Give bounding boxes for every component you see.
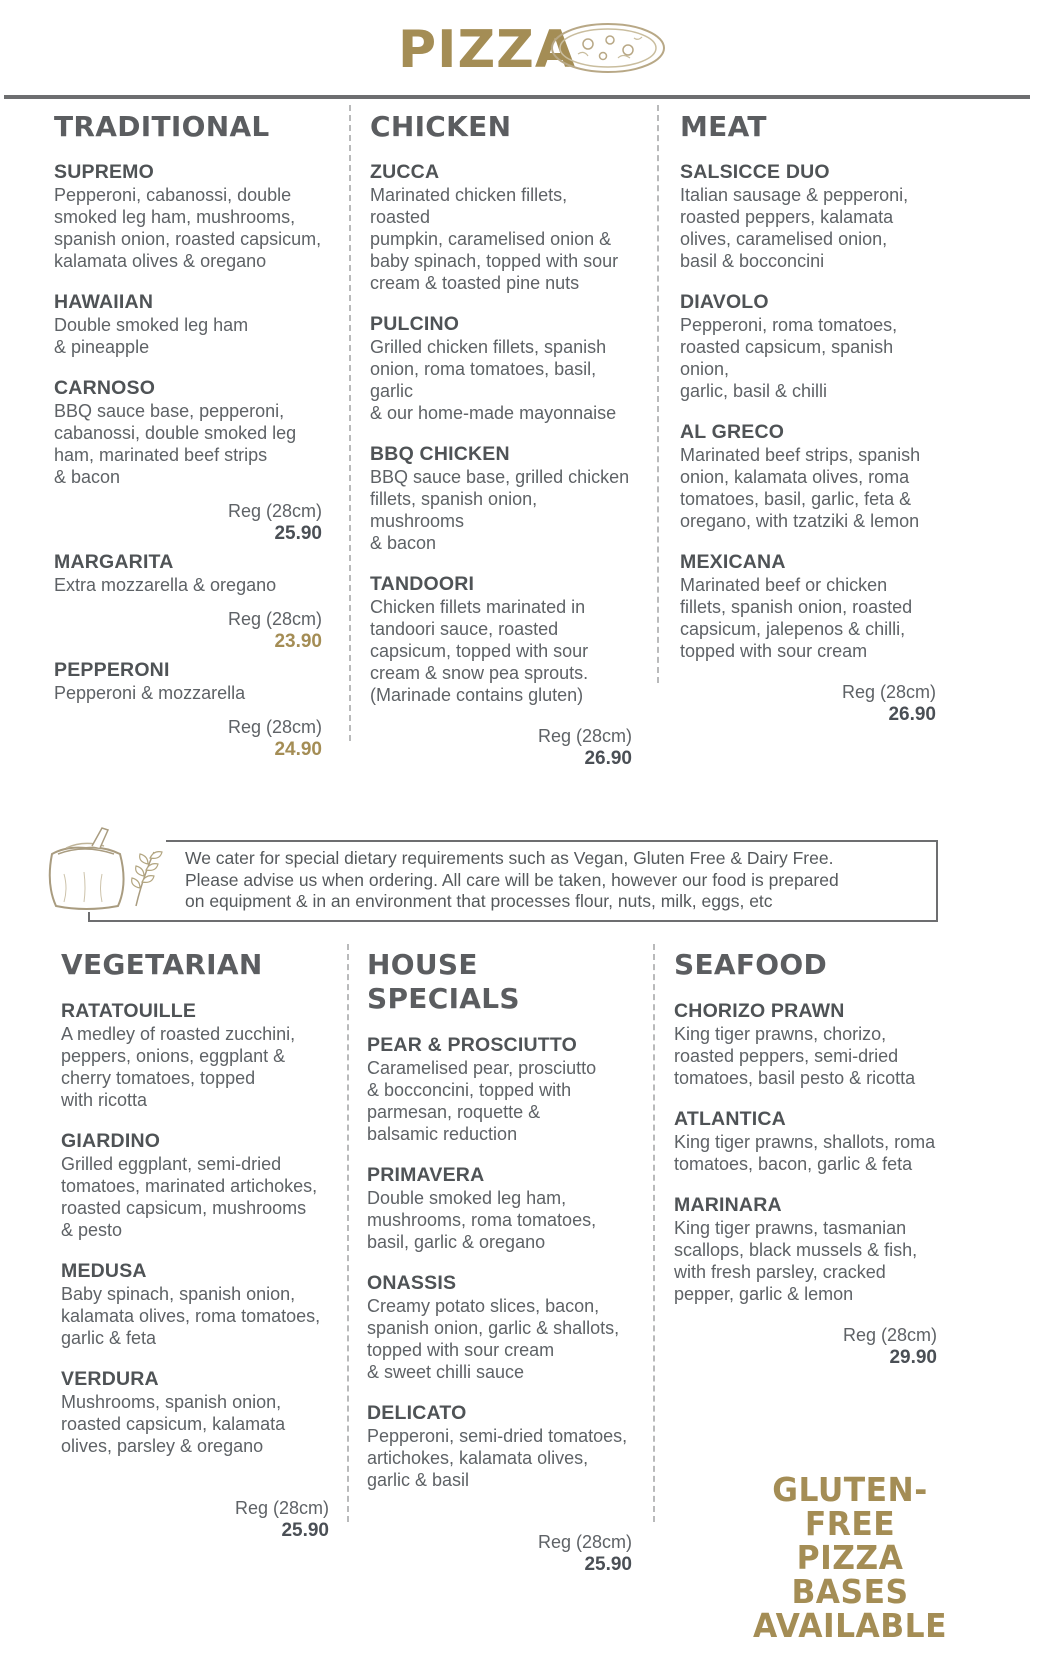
menu-item: [367, 1402, 632, 1491]
item-desc: Pepperoni, cabanossi, double: [54, 185, 292, 205]
menu-item: [674, 1000, 937, 1089]
price-size-label: Reg (28cm): [227, 717, 322, 737]
column-divider: [349, 105, 351, 741]
menu-item: [61, 1000, 329, 1111]
column-divider: [657, 105, 659, 683]
item-desc: cream & snow pea sprouts.: [370, 663, 589, 683]
item-desc: cherry tomatoes, topped: [61, 1068, 256, 1088]
item-name: CHORIZO PRAWN: [674, 1000, 845, 1022]
price-block: [674, 1324, 937, 1369]
menu-item: [680, 551, 936, 662]
price-size-label: Reg (28cm): [537, 1532, 632, 1552]
column-divider: [653, 944, 655, 1522]
item-desc: oregano, with tzatziki & lemon: [680, 511, 920, 531]
menu-item: [370, 573, 632, 706]
item-name: PULCINO: [370, 313, 460, 335]
section-heading: VEGETARIAN: [61, 948, 263, 981]
item-desc: Double smoked leg ham,: [367, 1188, 567, 1208]
item-name: MEDUSA: [61, 1260, 147, 1282]
item-desc: parmesan, roquette &: [367, 1102, 541, 1122]
item-desc: Creamy potato slices, bacon,: [367, 1296, 600, 1316]
menu-item: [674, 1108, 937, 1175]
price-value: 23.90: [274, 631, 322, 652]
price-size-label: Reg (28cm): [227, 501, 322, 521]
menu-item: [674, 1194, 937, 1305]
menu-item: [367, 1164, 632, 1253]
item-desc: Pepperoni & mozzarella: [54, 683, 246, 703]
price-size-label: Reg (28cm): [842, 1325, 937, 1345]
item-desc: kalamata olives & oregano: [54, 251, 267, 271]
item-desc: Chicken fillets marinated in: [370, 597, 586, 617]
price-value: 26.90: [888, 704, 936, 725]
item-desc: & bacon: [54, 467, 121, 487]
item-desc: cream & toasted pine nuts: [370, 273, 580, 293]
menu-item: [370, 161, 632, 294]
notice-line: Please advise us when ordering. All care will be taken, however our food is prepared: [185, 869, 839, 890]
item-desc: olives, parsley & oregano: [61, 1436, 264, 1456]
item-name: MEXICANA: [680, 551, 786, 573]
price-value: 24.90: [274, 739, 322, 760]
dietary-notice-text: [185, 848, 925, 913]
item-desc: capsicum, topped with sour: [370, 641, 589, 661]
item-desc: Double smoked leg ham: [54, 315, 249, 335]
item-desc: cabanossi, double smoked leg: [54, 423, 297, 443]
menu-item: [367, 1272, 632, 1383]
item-desc: kalamata olives, roma tomatoes,: [61, 1306, 321, 1326]
price-value: 25.90: [281, 1520, 329, 1541]
section-traditional: [54, 110, 322, 761]
item-desc: Marinated beef strips, spanish: [680, 445, 921, 465]
section-chicken: [370, 110, 632, 770]
item-desc: A medley of roasted zucchini,: [61, 1024, 296, 1044]
menu-item: [367, 1034, 632, 1145]
price-block: [54, 716, 322, 761]
item-name: DIAVOLO: [680, 291, 769, 313]
item-name: ZUCCA: [370, 161, 440, 183]
item-name: BBQ CHICKEN: [370, 443, 510, 465]
item-name: ONASSIS: [367, 1272, 457, 1294]
item-desc: spanish onion, roasted capsicum,: [54, 229, 322, 249]
gluten-free-line: PIZZA BASES: [791, 1538, 909, 1611]
notice-line: We cater for special dietary requirements such as Vegan, Gluten Free & Dairy Free.: [185, 848, 834, 868]
gluten-free-banner: [741, 1470, 960, 1645]
item-name: ATLANTICA: [674, 1108, 786, 1130]
item-desc: BBQ sauce base, grilled chicken: [370, 467, 630, 487]
price-block: [61, 1497, 329, 1542]
menu-item: [370, 443, 632, 554]
price-size-label: Reg (28cm): [841, 682, 936, 702]
menu-item: [54, 377, 322, 488]
item-desc: garlic & feta: [61, 1328, 157, 1348]
item-name: CARNOSO: [54, 377, 156, 399]
price-size-label: Reg (28cm): [227, 609, 322, 629]
section-heading: CHICKEN: [370, 110, 512, 143]
item-desc: peppers, onions, eggplant &: [61, 1046, 286, 1066]
menu-item: [680, 421, 936, 532]
item-desc: garlic, basil & chilli: [680, 381, 828, 401]
section-heading: SEAFOOD: [674, 948, 828, 981]
section-meat: [680, 110, 936, 726]
item-desc: Mushrooms, spanish onion,: [61, 1392, 282, 1412]
item-desc: Pepperoni, roma tomatoes,: [680, 315, 898, 335]
item-desc: tomatoes, marinated artichokes,: [61, 1176, 318, 1196]
item-desc: King tiger prawns, chorizo,: [674, 1024, 887, 1044]
item-name: PEAR & PROSCIUTTO: [367, 1034, 577, 1056]
item-name: RATATOUILLE: [61, 1000, 197, 1022]
gluten-free-line: AVAILABLE: [752, 1606, 948, 1645]
item-desc: fillets, spanish onion, roasted: [680, 597, 913, 617]
header-divider: [4, 95, 1030, 99]
gluten-free-line: GLUTEN-FREE: [772, 1470, 928, 1543]
item-desc: smoked leg ham, mushrooms,: [54, 207, 296, 227]
section-vegetarian: [61, 948, 329, 1542]
item-desc: basil, garlic & oregano: [367, 1232, 546, 1252]
menu-item: [370, 313, 632, 424]
item-desc: & bacon: [370, 533, 437, 553]
menu-item: [54, 659, 322, 704]
section-heading: MEAT: [680, 110, 767, 143]
price-block: [54, 608, 322, 653]
item-desc: Pepperoni, semi-dried tomatoes,: [367, 1426, 628, 1446]
item-desc: & pineapple: [54, 337, 150, 357]
section-seafood: [674, 948, 937, 1369]
item-desc: King tiger prawns, shallots, roma: [674, 1132, 936, 1152]
flour-sack-icon: [44, 824, 166, 912]
item-desc: artichokes, kalamata olives,: [367, 1448, 589, 1468]
item-desc: with ricotta: [61, 1090, 148, 1110]
item-desc: roasted peppers, semi-dried: [674, 1046, 899, 1066]
item-desc: tomatoes, bacon, garlic & feta: [674, 1154, 913, 1174]
item-desc: topped with sour cream: [680, 641, 868, 661]
item-name: HAWAIIAN: [54, 291, 154, 313]
item-desc: onion, roma tomatoes, basil, garlic: [370, 359, 597, 401]
notice-line: on equipment & in an environment that processes flour, nuts, milk, eggs, etc: [185, 891, 773, 911]
price-block: [54, 500, 322, 545]
item-name: PEPPERONI: [54, 659, 170, 681]
item-name: PRIMAVERA: [367, 1164, 485, 1186]
item-desc: Grilled chicken fillets, spanish: [370, 337, 607, 357]
item-desc: BBQ sauce base, pepperoni,: [54, 401, 285, 421]
item-desc: garlic & basil: [367, 1470, 470, 1490]
item-desc: capsicum, jalepenos & chilli,: [680, 619, 906, 639]
section-house-specials: [367, 948, 632, 1576]
item-desc: (Marinade contains gluten): [370, 685, 584, 705]
price-value: 29.90: [889, 1347, 937, 1368]
menu-item: [54, 551, 322, 596]
item-desc: pepper, garlic & lemon: [674, 1284, 854, 1304]
item-name: SALSICCE DUO: [680, 161, 830, 183]
item-desc: with fresh parsley, cracked: [674, 1262, 886, 1282]
item-desc: spanish onion, garlic & shallots,: [367, 1318, 620, 1338]
item-name: DELICATO: [367, 1402, 467, 1424]
item-desc: basil & bocconcini: [680, 251, 825, 271]
item-desc: roasted capsicum, kalamata: [61, 1414, 286, 1434]
item-name: MARGARITA: [54, 551, 174, 573]
item-name: GIARDINO: [61, 1130, 161, 1152]
item-desc: Grilled eggplant, semi-dried: [61, 1154, 282, 1174]
dietary-notice: [88, 840, 938, 922]
item-desc: baby spinach, topped with sour: [370, 251, 619, 271]
price-size-label: Reg (28cm): [537, 726, 632, 746]
item-desc: Caramelised pear, prosciutto: [367, 1058, 597, 1078]
item-name: VERDURA: [61, 1368, 159, 1390]
section-heading: HOUSE SPECIALS: [367, 948, 520, 1015]
menu-item: [54, 161, 322, 272]
item-desc: & bocconcini, topped with: [367, 1080, 572, 1100]
page-title: PIZZA: [398, 20, 577, 80]
price-value: 25.90: [584, 1554, 632, 1575]
item-desc: Italian sausage & pepperoni,: [680, 185, 909, 205]
menu-item: [680, 291, 936, 402]
item-desc: tomatoes, basil, garlic, feta &: [680, 489, 912, 509]
item-name: TANDOORI: [370, 573, 475, 595]
price-value: 25.90: [274, 523, 322, 544]
column-divider: [347, 944, 349, 1522]
page-header: [0, 18, 1050, 78]
item-name: SUPREMO: [54, 161, 154, 183]
item-name: MARINARA: [674, 1194, 782, 1216]
item-desc: Marinated beef or chicken: [680, 575, 888, 595]
item-desc: pumpkin, caramelised onion &: [370, 229, 612, 249]
item-desc: topped with sour cream: [367, 1340, 555, 1360]
item-desc: roasted capsicum, mushrooms: [61, 1198, 307, 1218]
price-value: 26.90: [584, 748, 632, 769]
section-heading: TRADITIONAL: [54, 110, 270, 143]
price-block: [680, 681, 936, 726]
item-desc: Marinated chicken fillets, roasted: [370, 185, 568, 227]
item-desc: & pesto: [61, 1220, 123, 1240]
item-desc: balsamic reduction: [367, 1124, 518, 1144]
menu-item: [680, 161, 936, 272]
item-desc: & our home-made mayonnaise: [370, 403, 617, 423]
item-desc: Extra mozzarella & oregano: [54, 575, 277, 595]
item-desc: tomatoes, basil pesto & ricotta: [674, 1068, 916, 1088]
item-desc: olives, caramelised onion,: [680, 229, 888, 249]
menu-item: [61, 1368, 329, 1457]
item-desc: fillets, spanish onion, mushrooms: [370, 489, 538, 531]
item-desc: King tiger prawns, tasmanian: [674, 1218, 907, 1238]
item-desc: ham, marinated beef strips: [54, 445, 268, 465]
item-desc: roasted capsicum, spanish onion,: [680, 337, 894, 379]
price-block: [370, 725, 632, 770]
menu-item: [61, 1260, 329, 1349]
item-desc: roasted peppers, kalamata: [680, 207, 894, 227]
item-desc: onion, kalamata olives, roma: [680, 467, 910, 487]
item-desc: tandoori sauce, roasted: [370, 619, 559, 639]
menu-item: [61, 1130, 329, 1241]
item-name: AL GRECO: [680, 421, 785, 443]
pizza-sketch-icon: [548, 18, 668, 76]
price-size-label: Reg (28cm): [234, 1498, 329, 1518]
price-block: [367, 1531, 632, 1576]
item-desc: mushrooms, roma tomatoes,: [367, 1210, 597, 1230]
menu-item: [54, 291, 322, 358]
item-desc: Baby spinach, spanish onion,: [61, 1284, 296, 1304]
item-desc: & sweet chilli sauce: [367, 1362, 525, 1382]
item-desc: scallops, black mussels & fish,: [674, 1240, 918, 1260]
